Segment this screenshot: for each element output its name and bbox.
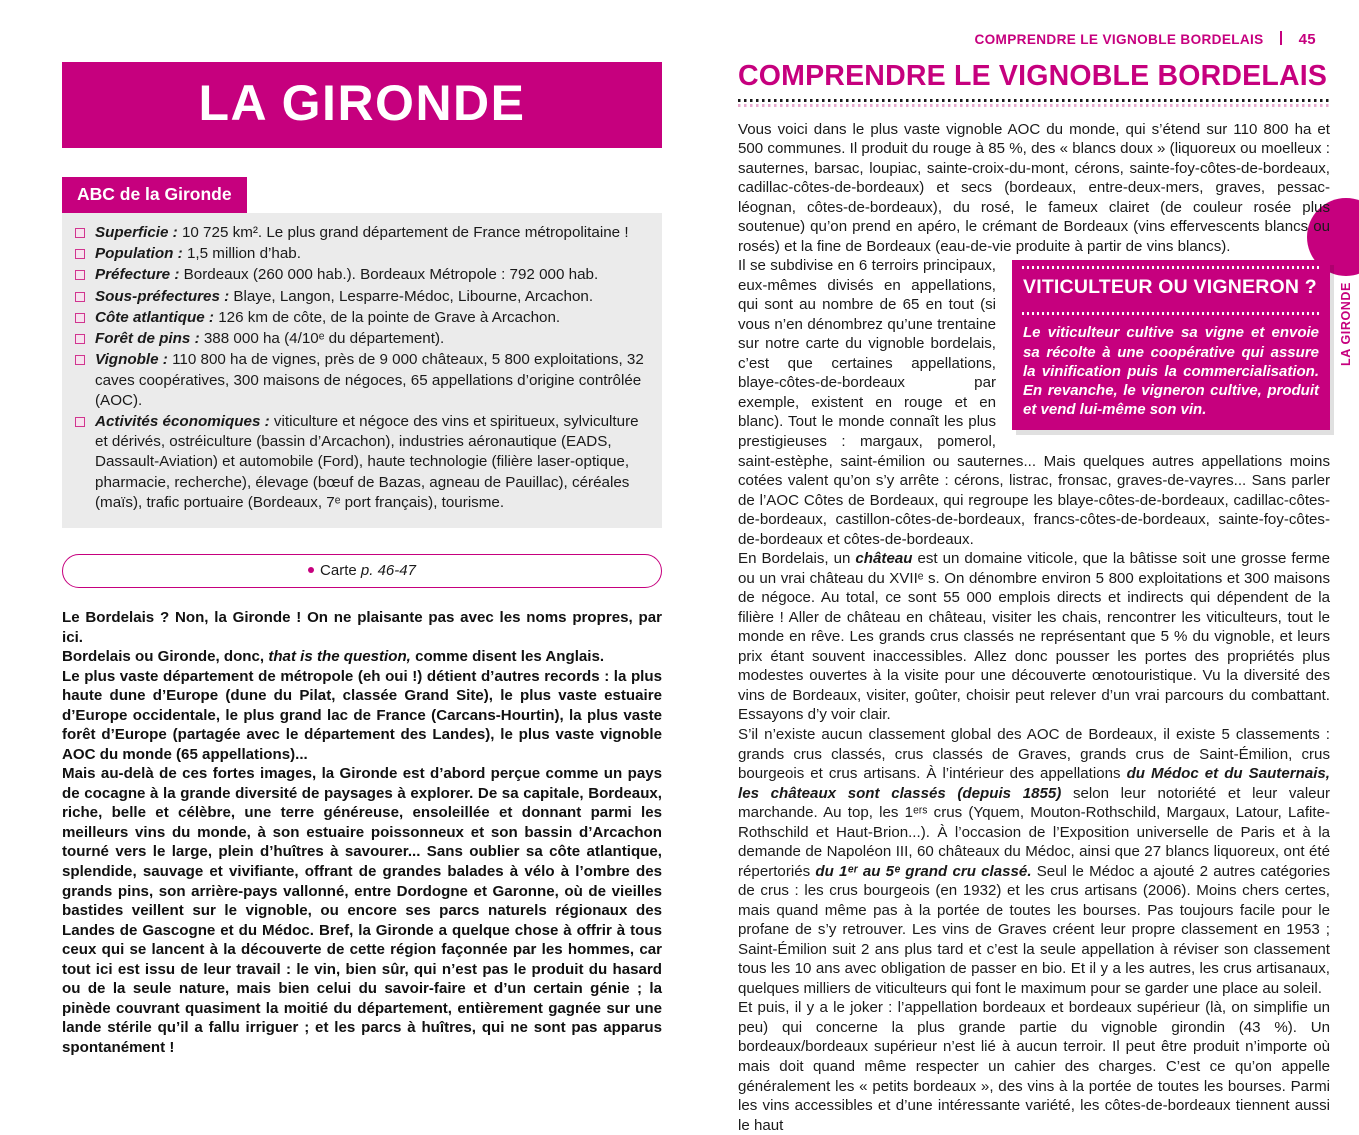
- chateau-emphasis: château: [855, 550, 912, 567]
- list-item: [72, 329, 648, 349]
- list-item: [72, 412, 648, 513]
- square-bullet-icon: [75, 228, 85, 238]
- square-bullet-icon: [75, 292, 85, 302]
- abc-facts-box: [62, 213, 662, 528]
- lead-paragraph-1: Le Bordelais ? Non, la Gironde ! On ne plaisante pas avec les noms propres, par ici.: [62, 608, 662, 647]
- classement-part-b: selon leur notoriété et leur valeur marchande. Au top, les 1ᵉʳˢ crus (Yquem, Mouton-Rothschild, Margaux, Latour, Lafite-Rothschild et Haut-Brion...). À l’occasion de l’Exposition universelle de Paris et à la demande de Napoléon III, 60 châteaux du Médoc, ainsi que 27 blancs liquoreux, ont été répertoriés: [738, 785, 1330, 880]
- edge-thumb-tab-label: LA GIRONDE: [1339, 282, 1353, 366]
- square-bullet-icon: [75, 249, 85, 259]
- fact-term: Forêt de pins :: [95, 330, 200, 347]
- running-head: [974, 30, 1316, 48]
- wrap-block-with-callout: [738, 256, 1330, 549]
- fact-term: Sous-préfectures :: [95, 288, 229, 305]
- square-bullet-icon: [75, 355, 85, 365]
- bullet-dot-icon: [308, 567, 314, 573]
- fact-value: Bordeaux (260 000 hab.). Bordeaux Métropole : 792 000 hab.: [179, 266, 598, 283]
- list-item: [72, 244, 648, 264]
- fact-term: Préfecture :: [95, 266, 179, 283]
- lead-p2-part-b: comme disent les Anglais.: [411, 648, 604, 665]
- fact-term: Côte atlantique :: [95, 309, 214, 326]
- fact-term: Vignoble :: [95, 351, 168, 368]
- square-bullet-icon: [75, 417, 85, 427]
- paragraph-classements: [738, 725, 1330, 998]
- list-item: [72, 223, 648, 243]
- intro-paragraph: Vous voici dans le plus vaste vignoble AOC du monde, qui s’étend sur 110 800 ha et 500 communes. Il produit du rouge à 85 %, des « blancs doux » (liquoreux ou moelleux : sauternes, barsac, loupiac, sainte-croix-du-mont, cérons, sainte-foy-côtes-de-bordeaux, cadillac-côtes-de-bordeaux) et secs (bordeaux, entre-deux-mers, graves, pessac-léognan, côtes-de-bordeaux), du rosé, le fameux clairet (de couleur rosée plus soutenue) qu’on prend en apéro, le crémant de Bordeaux (vins effervescents blancs ou rosés) et la fine de Bordeaux (eau-de-vie produite à partir de vins blancs).: [738, 120, 1330, 257]
- running-head-title: COMPRENDRE LE VIGNOBLE BORDELAIS: [974, 32, 1263, 47]
- carte-label: Carte: [320, 562, 361, 579]
- paragraph-terroirs: Il se subdivise en 6 terroirs principaux, eux-mêmes divisés en appellations, qui sont au nombre de 65 en tout (si vous n’en dénombrez qu’une trentaine sur notre carte du vignoble bordelais, c’est que certaines appellations, blaye-côtes-de-bordeaux par exemple, existent en rouge et en blanc). Tout le monde connaît les plus prestigieuses : margaux, pomerol, saint-estèphe, saint-émilion ou sauternes... Mais quelques autres appellations moins cotées valent qu’on s’y arrête : cérons, listrac, fronsac, graves-de-vayres... Sans parler de l’AOC Côtes de Bordeaux, qui regroupe les blaye-côtes-de-bordeaux, cadillac-côtes-de-bordeaux, castillon-côtes-de-bordeaux, francs-côtes-de-bordeaux, sainte-foy-côtes-de-bordeaux et côtes-de-bordeaux.: [738, 256, 1330, 549]
- square-bullet-icon: [75, 313, 85, 323]
- section-title: COMPRENDRE LE VIGNOBLE BORDELAIS: [738, 62, 1330, 91]
- chateau-part-a: En Bordelais, un: [738, 550, 855, 567]
- classement-part-a: S’il n’existe aucun classement global des AOC de Bordeaux, il existe 5 classements : grands crus classés, crus classés de Graves, grands crus de Saint-Émilion, crus bourgeois et crus artisans. À l’intérieur des appellations: [738, 726, 1330, 782]
- fact-term: Activités économiques :: [95, 413, 270, 430]
- square-bullet-icon: [75, 334, 85, 344]
- map-cross-reference-pill[interactable]: [62, 554, 662, 588]
- chateau-part-b: est un domaine viticole, que la bâtisse soit une grosse ferme ou un vrai château du XVIIᵉ s. On dénombre environ 5 800 exploitations et 300 maisons de négoce. Au total, ce sont 55 000 emplois directs et indirects qui dépendent de la filière ! Aller de château en château, visiter les chais, rencontrer les viticulteurs, tout le monde en rêve. Les grands crus classés ne représentant que 5 % du vignoble, et leurs prix étant souvent inaccessibles. Allez donc pousser les portes des propriétés plus modestes ouvertes à la visite pour une découverte œnotouristique. Vu la diversité des vins de Bordeaux, visiter, goûter, choisir peut relever d’un vrai parcours du combattant. Essayons d’y voir clair.: [738, 550, 1330, 723]
- list-item: [72, 287, 648, 307]
- fact-value: 10 725 km². Le plus grand département de France métropolitaine !: [178, 224, 629, 241]
- lead-paragraph-3: Le plus vaste département de métropole (eh oui !) détient d’autres records : la plus haute dune d’Europe (dune du Pilat, classée Grand Site), le plus vaste estuaire d’Europe occidentale, le plus grand lac de France (Carcans-Hourtin), la plus vaste forêt d’Europe (partagée avec le département des Landes), le plus vaste vignoble AOC du monde (65 appellations)...: [62, 667, 662, 765]
- list-item: [72, 308, 648, 328]
- classement-emphasis-1: du Médoc et du Sauternais, les châteaux sont classés (depuis 1855): [738, 765, 1330, 802]
- classement-emphasis-2: du 1ᵉʳ au 5ᵉ grand cru classé.: [815, 863, 1031, 880]
- callout-title: VITICULTEUR OU VIGNERON ?: [1012, 269, 1330, 306]
- classement-part-c: Seul le Médoc a ajouté 2 autres catégories de crus : les crus bourgeois (en 1932) et les crus artisans (2006). Moins chers certes, mais quand même pas à la portée de toutes les bourses. Pas toujours facile pour le profane de s’y retrouver. Les vins de Graves créent leur propre classement en 1953 ; Saint-Émilion suit 2 ans plus tard et c’est la seule appellation à réviser son classement tous les 10 ans avec obligation de passer en bio. Et il y a les autres, les crus artisanaux, quelques milliers de viticulteurs qui font le maximum pour se garder une place au soleil.: [738, 863, 1330, 997]
- lead-p2-italic: that is the question,: [268, 648, 411, 665]
- right-column: [738, 62, 1330, 1135]
- fact-value: 388 000 ha (4/10ᵉ du département).: [200, 330, 445, 347]
- fact-value: 126 km de côte, de la pointe de Grave à Arcachon.: [214, 309, 560, 326]
- left-lead-text: [62, 608, 662, 1057]
- dotted-rule-divider: [738, 99, 1330, 107]
- page-number: 45: [1299, 31, 1316, 48]
- running-head-divider: [1280, 31, 1282, 45]
- square-bullet-icon: [75, 270, 85, 280]
- callout-box-viticulteur: [1012, 260, 1330, 430]
- carte-page-ref: p. 46-47: [361, 562, 416, 579]
- fact-value: 110 800 ha de vignes, près de 9 000 châteaux, 5 800 exploitations, 32 caves coopératives, 300 maisons de négoces, 65 appellations d’origine contrôlée (AOC).: [95, 351, 644, 408]
- lead-p2-part-a: Bordelais ou Gironde, donc,: [62, 648, 268, 665]
- abc-facts-list: [72, 223, 648, 513]
- fact-value: Blaye, Langon, Lesparre-Médoc, Libourne, Arcachon.: [229, 288, 593, 305]
- paragraph-chateau: [738, 549, 1330, 725]
- fact-value: viticulture et négoce des vins et spiritueux, sylviculture et dérivés, ostréiculture (bassin d’Arcachon), industries aéronautique (EADS, Dassault-Aviation) et automobile (Ford), haute technologie (filière laser-optique, pharmacie, recherche), élevage (bœuf de Bazas, agneau de Pauillac), céréales (maïs), trafic portuaire (Bordeaux, 7ᵉ port français), tourisme.: [95, 413, 639, 511]
- right-body-text: [738, 120, 1330, 1135]
- list-item: [72, 265, 648, 285]
- fact-term: Superficie :: [95, 224, 178, 241]
- lead-paragraph-2: [62, 647, 662, 667]
- fact-term: Population :: [95, 245, 183, 262]
- list-item: [72, 350, 648, 411]
- chapter-banner-title: LA GIRONDE: [62, 62, 662, 148]
- abc-box-label: ABC de la Gironde: [62, 177, 247, 213]
- left-column: [62, 62, 662, 1057]
- callout-body: Le viticulteur cultive sa vigne et envoie sa récolte à une coopérative qui assure la vinification puis la commercialisation. En revanche, le vigneron cultive, produit et vend lui-même son vin.: [1012, 315, 1330, 421]
- paragraph-joker: Et puis, il y a le joker : l’appellation bordeaux et bordeaux supérieur (là, on simplifie un peu) qui concerne la plus grande partie du vignoble girondin (43 %). Un bordeaux/bordeaux supérieur n’est lié à aucun terroir. Il peut être produit n’importe où mais doit quand même respecter un cahier des charges. C’est ce qu’on appelle généralement les « petits bordeaux », des vins à la portée de toutes les bourses. Parmi les vins accessibles et d’une intéressante variété, les côtes-de-bordeaux tiennent aussi le haut: [738, 998, 1330, 1135]
- fact-value: 1,5 million d’hab.: [183, 245, 301, 262]
- lead-paragraph-4: Mais au-delà de ces fortes images, la Gironde est d’abord perçue comme un pays de cocagne à la grande diversité de paysages à explorer. De sa capitale, Bordeaux, riche, belle et célèbre, une terre généreuse, ensoleillée et donnant parmi les meilleurs vins du monde, à son estuaire poissonneux et son bassin d’Arcachon tourné vers le large, plein d’huîtres à savourer... Sans oublier sa côte atlantique, splendide, sauvage et vivifiante, offrant de grandes balades à vélo à l’ombre des grands pins, son arrière-pays vallonné, entre Dordogne et Garonne, où de vieilles bastides veillent sur le vignoble, ou encore ses parcs naturels régionaux des Landes de Gascogne et du Médoc. Bref, la Gironde a quelque chose à offrir à tous ceux qui se lancent à la découverte de cette région façonnée par les hommes, car tout ici est issu de leur travail : le vin, bien sûr, qui n’est pas le produit du hasard ou de la seule nature, mais bien celui du savoir-faire et d’un certain génie ; la pinède couvrant quasiment la moitié du département, entièrement gagnée sur une lande stérile qu’il a fallu irriguer ; et les parcs à huîtres, qui ne sont pas apparus spontanément !: [62, 764, 662, 1057]
